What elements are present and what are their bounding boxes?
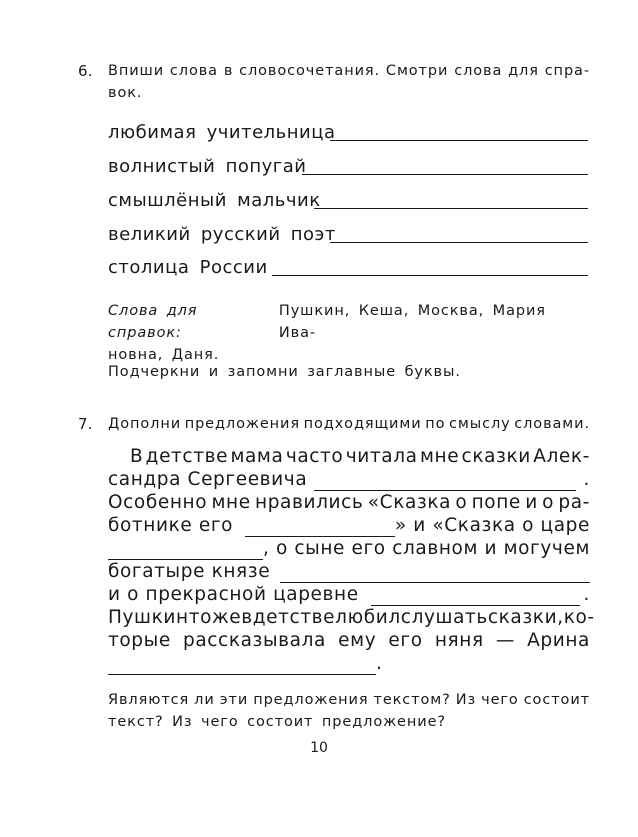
word: Впиши xyxy=(108,63,165,79)
task-7-number: 7. xyxy=(78,415,93,433)
word: рассказывала xyxy=(183,630,326,651)
blank-4[interactable] xyxy=(280,566,590,583)
task-6-instruction xyxy=(108,60,590,104)
text-line-5 xyxy=(108,537,590,560)
word: эти xyxy=(219,692,249,708)
text-line-1 xyxy=(108,445,590,468)
task-7-instruction-text xyxy=(108,413,590,435)
word: нравились xyxy=(255,492,364,513)
word: и xyxy=(525,492,538,513)
word: ли xyxy=(194,692,215,708)
word: Особенно xyxy=(108,492,208,513)
word: текстом? xyxy=(373,692,451,708)
text-line-9 xyxy=(108,629,590,652)
task-6-instruction-line-2: вок. xyxy=(108,85,143,101)
word: Пушкин xyxy=(108,607,189,628)
word: часто xyxy=(285,446,344,467)
word: чего xyxy=(481,692,519,708)
word: в xyxy=(223,63,234,79)
word: предложения xyxy=(253,692,369,708)
text-segment: сандра Сергеевича xyxy=(108,469,308,490)
text-segment-group xyxy=(395,515,590,537)
word: Дополни xyxy=(108,416,182,432)
word: для xyxy=(508,63,539,79)
word: Из xyxy=(455,692,477,708)
task-7-text xyxy=(108,445,595,675)
word: ему xyxy=(338,630,377,651)
text-line-10 xyxy=(108,652,590,675)
answer-line-5[interactable] xyxy=(272,275,588,276)
word: предложения xyxy=(184,416,300,432)
task-7-instruction xyxy=(108,413,590,435)
word: мама xyxy=(230,446,284,467)
phrase-2: волнистый попугай xyxy=(108,156,307,177)
word: Смотри xyxy=(385,63,449,79)
word: ко- xyxy=(563,607,595,628)
word: — xyxy=(495,630,515,651)
answer-line-2[interactable] xyxy=(302,174,588,175)
question-line-1 xyxy=(108,689,590,711)
word: Алек- xyxy=(533,446,590,467)
word: смыслу xyxy=(449,416,511,432)
word: мне xyxy=(211,492,251,513)
word: «Сказка xyxy=(367,492,452,513)
text-segment xyxy=(108,630,590,652)
text-segment: , о сыне его славном и могучем xyxy=(263,538,590,559)
text-segment xyxy=(108,492,590,514)
word: слушать xyxy=(400,607,488,628)
answer-line-3[interactable] xyxy=(314,208,588,209)
phrase-1: любимая учительница xyxy=(108,122,336,143)
word: о xyxy=(455,492,468,513)
phrase-3: смышлёный мальчик xyxy=(108,190,321,211)
reference-label: Слова для справок: xyxy=(108,303,198,341)
word: сказки xyxy=(461,446,531,467)
text-segment: богатыре князе xyxy=(108,561,271,582)
word: в xyxy=(241,607,253,628)
word: словосочетания. xyxy=(239,63,381,79)
phrase-5: столица России xyxy=(108,257,268,278)
word: ра- xyxy=(558,492,590,513)
task-6-number: 6. xyxy=(78,62,93,80)
word: мне xyxy=(419,446,460,467)
word: Арина xyxy=(527,630,590,651)
answer-line-4[interactable] xyxy=(330,242,588,243)
phrase-4: великий русский поэт xyxy=(108,224,336,245)
word: словами. xyxy=(514,416,590,432)
reference-words-line-2: новна, Даня. xyxy=(108,347,220,363)
text-segment: ботнике его xyxy=(108,515,234,536)
text-line-2 xyxy=(108,468,590,491)
blank-3[interactable] xyxy=(108,543,263,560)
word: Являются xyxy=(108,692,190,708)
text-segment: . xyxy=(583,469,590,490)
text-line-3 xyxy=(108,491,590,514)
word: сказки, xyxy=(487,607,564,628)
word: слова xyxy=(169,63,218,79)
word: торые xyxy=(108,630,171,651)
word: детстве xyxy=(145,446,229,467)
blank-2[interactable] xyxy=(245,520,395,537)
text-segment: . xyxy=(583,584,590,605)
text-line-4 xyxy=(108,514,590,537)
text-line-6 xyxy=(108,560,590,583)
text-segment xyxy=(130,446,590,468)
blank-5[interactable] xyxy=(371,589,580,606)
reference-words xyxy=(108,300,590,366)
word: попе xyxy=(471,492,521,513)
page-number: 10 xyxy=(310,740,328,756)
answer-line-1[interactable] xyxy=(330,140,588,141)
text-segment: » и «Сказка о царе xyxy=(394,515,590,536)
word: читала xyxy=(345,446,418,467)
word: В xyxy=(130,446,144,467)
question-line-2: текст? Из чего состоит предложение? xyxy=(108,714,446,730)
word: детстве xyxy=(252,607,336,628)
word: о xyxy=(542,492,555,513)
word: слова xyxy=(454,63,503,79)
word: по xyxy=(425,416,446,432)
word: его xyxy=(388,630,423,651)
word: спра- xyxy=(544,63,590,79)
word: няня xyxy=(434,630,484,651)
task-7-question xyxy=(108,689,590,733)
reference-words-line-1: Пушкин, Кеша, Москва, Мария Ива- xyxy=(278,303,546,341)
blank-1[interactable] xyxy=(314,474,576,491)
text-line-8 xyxy=(108,606,595,629)
underline-note: Подчеркни и запомни заглавные буквы. xyxy=(108,364,461,380)
text-segment: и о прекрасной царевне xyxy=(108,584,359,605)
word: любил xyxy=(335,607,401,628)
text-line-7 xyxy=(108,583,590,606)
word: подходящими xyxy=(303,416,422,432)
blank-6[interactable] xyxy=(108,658,376,675)
word: тоже xyxy=(188,607,242,628)
word: состоит xyxy=(523,692,590,708)
task-6-instruction-line-1 xyxy=(108,60,590,82)
text-segment xyxy=(108,607,595,629)
text-segment: . xyxy=(376,653,383,674)
